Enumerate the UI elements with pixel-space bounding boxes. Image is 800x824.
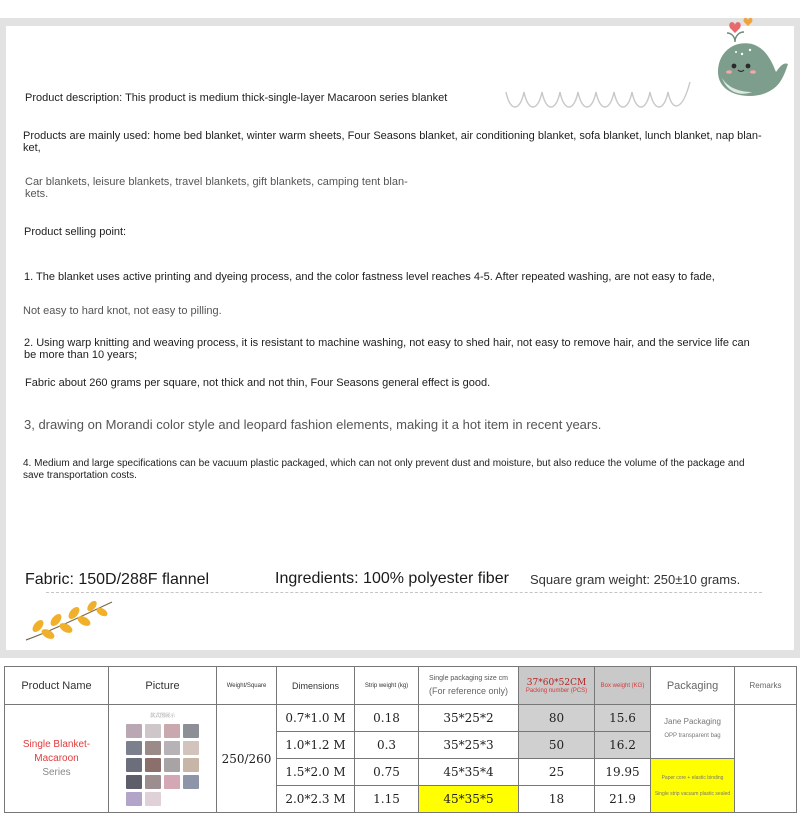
pack-size-cell: 35*25*3	[419, 732, 519, 759]
blanket-thumbnail	[126, 724, 142, 738]
header-box-size	[519, 667, 595, 705]
strip-weight-cell: 0.3	[355, 732, 419, 759]
product-description-line: Product description: This product is medium thick-single-layer Macaroon series blanket	[25, 92, 448, 104]
blanket-thumbnail	[145, 775, 161, 789]
product-name-gray: Series	[42, 766, 71, 778]
blanket-thumbnail	[145, 758, 161, 772]
packing-number-cell: 18	[519, 786, 595, 813]
uses-line-1b: ket,	[23, 142, 41, 154]
blanket-thumbnail	[164, 775, 180, 789]
header-box-size-value: 37*60*52CM	[526, 677, 587, 688]
header-remarks: Remarks	[735, 667, 797, 705]
ingredients-spec: Ingredients: 100% polyester fiber	[275, 570, 509, 587]
uses-line-1: Products are mainly used: home bed blanket, winter warm sheets, Four Seasons blanket, air conditioning blanket, sofa blanket, lunch blanket, nap blan-	[23, 130, 762, 142]
blanket-thumbnail	[126, 758, 142, 772]
description-card	[6, 26, 794, 650]
header-single-pack-ref: (For reference only)	[428, 686, 509, 696]
dimension-cell: 1.5*2.0 M	[277, 759, 355, 786]
weight-spec: Square gram weight: 250±10 grams.	[530, 572, 741, 587]
header-picture: Picture	[109, 667, 217, 705]
selling-point-1b: Not easy to hard knot, not easy to pilling.	[23, 305, 222, 317]
header-box-weight	[595, 667, 651, 705]
pack-size-cell: 45*35*5	[419, 786, 519, 813]
packing-number-cell: 25	[519, 759, 595, 786]
whale-mascot-icon	[712, 14, 790, 106]
product-name-red: Single Blanket-Macaroon	[22, 738, 91, 764]
product-name-cell	[5, 705, 109, 813]
strip-weight-cell: 0.75	[355, 759, 419, 786]
selling-point-4: 4. Medium and large specifications can be vacuum plastic packaged, which can not only prevent dust and moisture, but also reduce the volume of the package and	[23, 458, 745, 469]
blanket-thumbnail	[145, 724, 161, 738]
thumb-header: 款式图展示	[149, 712, 175, 719]
table-row	[5, 705, 797, 732]
blanket-thumbnail	[126, 792, 142, 806]
dimension-cell: 0.7*1.0 M	[277, 705, 355, 732]
remarks-cell	[735, 705, 797, 813]
weight-square-cell: 250/260	[217, 705, 277, 813]
dimension-cell: 1.0*1.2 M	[277, 732, 355, 759]
box-weight-cell: 16.2	[595, 732, 651, 759]
packaging-opp: OPP transparent bag	[664, 733, 721, 739]
header-product-name: Product Name	[5, 667, 109, 705]
product-picture-cell	[109, 705, 217, 813]
packing-number-cell: 80	[519, 705, 595, 732]
box-weight-cell: 21.9	[595, 786, 651, 813]
spec-table-area	[4, 666, 796, 818]
packaging-opp-cell	[651, 705, 735, 759]
header-single-pack	[419, 667, 519, 705]
pack-size-cell: 45*35*4	[419, 759, 519, 786]
selling-point-title: Product selling point:	[24, 226, 127, 238]
selling-point-3: 3, drawing on Morandi color style and leopard fashion elements, making it a hot item in recent years.	[24, 417, 602, 432]
uses-line-2: Car blankets, leisure blankets, travel blankets, gift blankets, camping tent blan-	[25, 176, 408, 188]
blanket-thumbnail	[183, 775, 199, 789]
dimension-cell: 2.0*2.3 M	[277, 786, 355, 813]
dashed-divider	[46, 592, 762, 593]
blanket-thumbnail	[126, 741, 142, 755]
packaging-paper-core: Paper core + elastic binding	[661, 774, 724, 781]
packaging-jane: Jane Packaging	[664, 717, 721, 726]
header-single-pack-label: Single packaging size cm	[429, 675, 508, 682]
blanket-thumbnail	[183, 724, 199, 738]
header-weight-square: Weight/Square	[217, 667, 277, 705]
blanket-thumbnail	[164, 741, 180, 755]
squiggle-doodle-icon	[500, 68, 700, 116]
blanket-thumbnail	[145, 741, 161, 755]
header-box-weight-label: Box weight (KG)	[600, 682, 645, 689]
blanket-thumbnail	[126, 775, 142, 789]
blanket-thumbnail	[183, 741, 199, 755]
selling-point-2c: Fabric about 260 grams per square, not thick and not thin, Four Seasons general effect is good.	[25, 377, 491, 389]
header-packing-number: Packing number (PCS)	[525, 687, 588, 694]
strip-weight-cell: 1.15	[355, 786, 419, 813]
blanket-thumbnail	[145, 792, 161, 806]
fabric-spec: Fabric: 150D/288F flannel	[25, 571, 210, 588]
blanket-thumbnail	[164, 758, 180, 772]
table-header-row	[5, 667, 797, 705]
header-dimensions: Dimensions	[277, 667, 355, 705]
box-weight-cell: 19.95	[595, 759, 651, 786]
header-strip-weight: Strip weight (kg)	[355, 667, 419, 705]
packaging-vacuum: Single strip vacuum plastic sealed	[654, 790, 731, 797]
box-weight-cell: 15.6	[595, 705, 651, 732]
description-frame	[0, 18, 800, 658]
spec-table	[4, 666, 797, 813]
product-thumbnails	[109, 722, 216, 806]
packaging-vacuum-cell	[651, 759, 735, 813]
header-packaging: Packaging	[651, 667, 735, 705]
selling-point-2b: be more than 10 years;	[24, 349, 138, 361]
selling-point-4b: save transportation costs.	[23, 470, 137, 481]
uses-line-2b: kets.	[25, 188, 49, 200]
blanket-thumbnail	[164, 724, 180, 738]
leaf-branch-icon	[18, 596, 118, 644]
selling-point-2: 2. Using warp knitting and weaving process, it is resistant to machine washing, not easy to shed hair, not easy to remove hair, and the service life can	[24, 337, 750, 349]
pack-size-cell: 35*25*2	[419, 705, 519, 732]
packing-number-cell: 50	[519, 732, 595, 759]
blanket-thumbnail	[183, 758, 199, 772]
strip-weight-cell: 0.18	[355, 705, 419, 732]
selling-point-1: 1. The blanket uses active printing and dyeing process, and the color fastness level reaches 4-5. After repeated washing, are not easy to fade,	[24, 271, 715, 283]
